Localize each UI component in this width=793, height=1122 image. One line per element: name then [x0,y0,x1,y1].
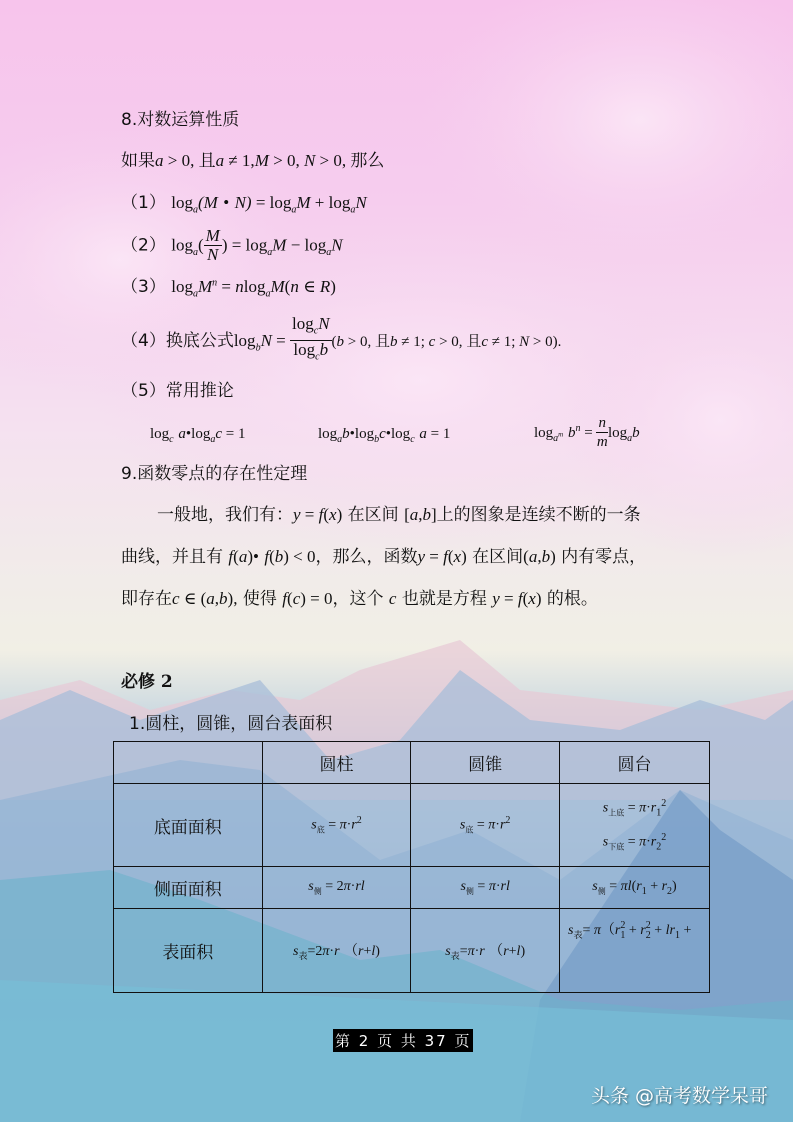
corollary-3: $\log_{a^m} b^n$ = $\frac{n}{m}$ $\log_ab$ [534,415,640,450]
header-cell-cylinder: 圆柱 [262,742,411,784]
log-property-3: （3） $\log_aM^n = nlog_aM(n$ ∈ R) [121,277,336,300]
frustum-lateral-area: $s_侧 = \pi l(r_1 + r_2)$ [560,867,710,909]
log-property-4-change-of-base: （4）换底公式$\log_bN$ = $\frac{\log_cN}{\log_cb}$ (b > 0, 且b ≠ 1; c > 0, 且c ≠ 1; N > 0). [121,314,562,363]
table-row [114,909,710,993]
theorem-paragraph-line-3: 即存在c ∈ (a,b), 使得 f(c) = 0，这个 c 也就是方程 y = f(x) 的根。 [121,589,598,609]
frustum-base-area: $s_{上底} = \pi\cdot r_1^2$ $s_{下底} = \pi\cdot r_2^2$ [560,784,710,867]
cone-base-area: $s_底 = \pi\cdot r^2$ [411,784,560,867]
condition-math: a [155,151,164,170]
row-label-total-area: 表面积 [114,909,263,993]
log-property-1: （1） $\log_a(M$ • $N) = \log_aM + \log_aN$ [121,193,367,216]
cone-lateral-area: $s_侧 = \pi\cdot rl$ [411,867,560,909]
cylinder-total-area: $s_表=2\pi\cdot r$ （r+l) [262,909,411,993]
cylinder-lateral-area: $s_侧 = 2\pi\cdot rl$ [262,867,411,909]
log-property-5-corollaries-label: （5）常用推论 [121,381,234,401]
header-cell-cone: 圆锥 [411,742,560,784]
page-indicator: 第 2 页 共 37 页 [333,1029,473,1052]
surface-area-subheading: 1.圆柱，圆锥，圆台表面积 [129,714,333,734]
table-header-row [114,742,710,784]
section-9-heading: 9.函数零点的存在性定理 [121,464,308,484]
theorem-paragraph-line-1: 一般地，我们有：y = f(x) 在区间 [a,b]上的图象是连续不断的一条 [157,505,641,525]
row-label-base-area: 底面面积 [114,784,263,867]
section-8-heading: 8.对数运算性质 [121,110,240,130]
cylinder-base-area: $s_底 = \pi\cdot r^2$ [262,784,411,867]
surface-area-table [113,741,710,993]
table-row [114,867,710,909]
theorem-paragraph-line-2: 曲线，并且有 f(a)• f(b) < 0，那么，函数y = f(x) 在区间(a,b) 内有零点， [121,547,647,567]
watermark: 头条 @高考数学呆哥 [591,1085,769,1107]
cone-total-area: $s_表=\pi\cdot r$ （r+l) [411,909,560,993]
section-8-condition: 如果a > 0, 且a ≠ 1,M > 0, N > 0, 那么 [121,151,385,171]
corollary-2: $\log_ab•\log_bc•\log_c$ a = 1 [318,426,451,445]
header-cell-empty [114,742,263,784]
bixiu-2-heading: 必修 2 [121,672,173,692]
corollary-1: $\log_c$ $a•\log_ac = 1$ [150,426,246,445]
log-property-2: （2） $\log_a$( $\frac{M}{N}$ ) = $\log_aM - \log_aN$ [121,226,343,264]
frustum-total-area: $s_表= \pi(r_1^2 + r_2^2 + lr_1$ + [560,909,710,993]
header-cell-frustum: 圆台 [560,742,710,784]
table-row [114,784,710,867]
row-label-lateral-area: 侧面面积 [114,867,263,909]
